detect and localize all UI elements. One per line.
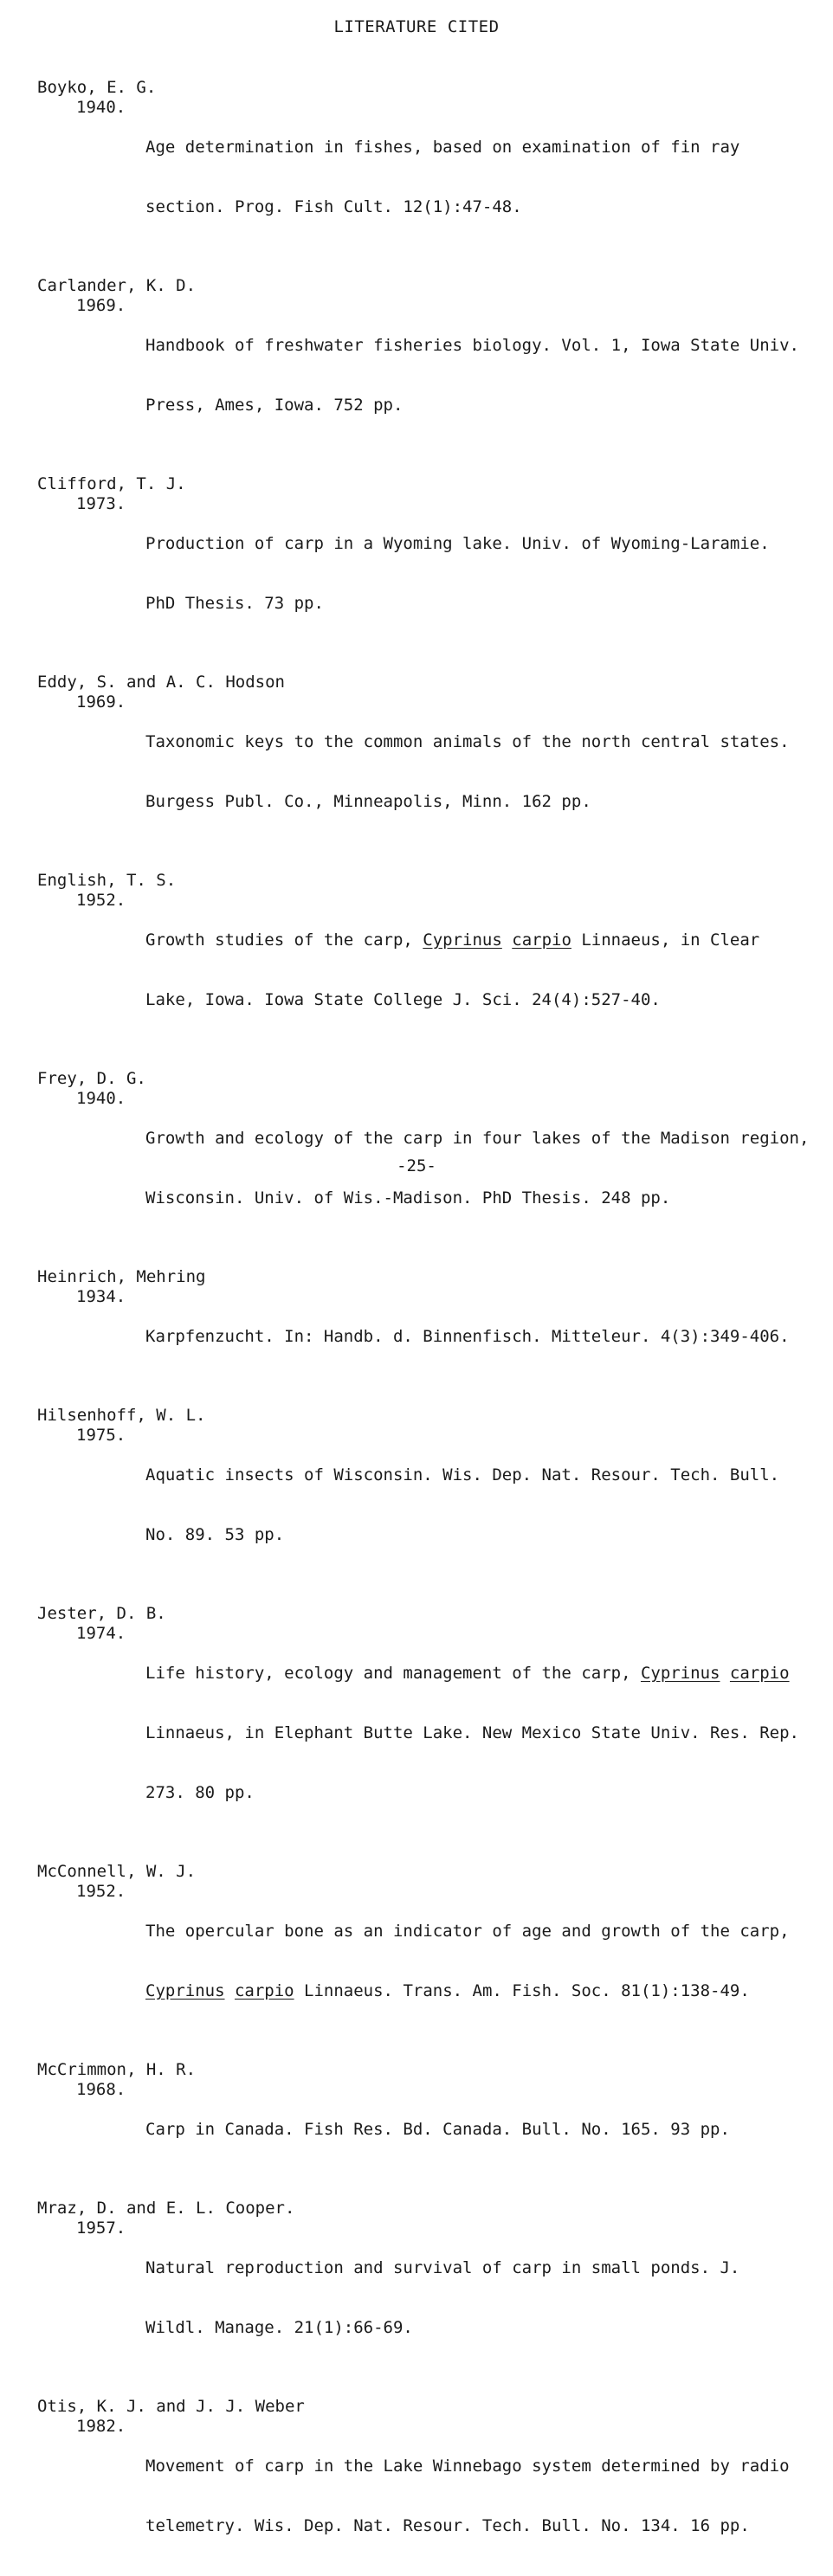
citation-line: Karpfenzucht. In: Handb. d. Binnenfisch. Mitteleur. 4(3):349-406. bbox=[145, 1327, 790, 1346]
citation-line: Linnaeus, in Elephant Butte Lake. New Mexico State Univ. Res. Rep. bbox=[145, 1723, 799, 1742]
citation-line: Wisconsin. Univ. of Wis.-Madison. PhD Thesis. 248 pp. bbox=[145, 1188, 671, 1208]
citation-line: The opercular bone as an indicator of age and growth of the carp, bbox=[145, 1922, 790, 1941]
citation-line: Press, Ames, Iowa. 752 pp. bbox=[145, 396, 404, 415]
reference-entry bbox=[37, 2396, 817, 2576]
page-number: -25- bbox=[397, 1156, 436, 1175]
reference-year: 1973. bbox=[76, 494, 126, 513]
reference-entry bbox=[37, 77, 817, 257]
reference-author: Heinrich, Mehring bbox=[37, 1267, 206, 1286]
reference-year: 1952. bbox=[76, 891, 126, 910]
species-name-genus: Cyprinus bbox=[423, 931, 502, 950]
citation-line: Handbook of freshwater fisheries biology. Vol. 1, Iowa State Univ. bbox=[145, 336, 799, 355]
reference-year: 1968. bbox=[76, 2080, 126, 2099]
citation-line: Natural reproduction and survival of carp in small ponds. J. bbox=[145, 2258, 740, 2277]
citation-line: Age determination in fishes, based on examination of fin ray bbox=[145, 138, 740, 157]
citation-line: Production of carp in a Wyoming lake. Univ. of Wyoming-Laramie. bbox=[145, 534, 770, 553]
reference-year: 1952. bbox=[76, 1882, 126, 1901]
reference-entry bbox=[37, 1603, 817, 1843]
reference-citation bbox=[145, 98, 817, 257]
reference-author: Frey, D. G. bbox=[37, 1069, 146, 1088]
reference-entry bbox=[37, 1266, 817, 1387]
reference-citation bbox=[145, 494, 817, 654]
reference-entry bbox=[37, 1405, 817, 1585]
reference-list bbox=[37, 77, 817, 2576]
citation-line: No. 89. 53 pp. bbox=[145, 1525, 285, 1544]
page-title: LITERATURE CITED bbox=[333, 17, 500, 36]
species-name-epithet: carpio bbox=[512, 931, 571, 950]
reference-entry bbox=[37, 473, 817, 654]
reference-year: 1940. bbox=[76, 98, 126, 117]
reference-entry bbox=[37, 870, 817, 1050]
citation-line: Movement of carp in the Lake Winnebago system determined by radio bbox=[145, 2457, 790, 2476]
reference-entry bbox=[37, 1861, 817, 2041]
reference-year: 1940. bbox=[76, 1089, 126, 1108]
reference-citation bbox=[145, 1287, 817, 1387]
reference-year: 1969. bbox=[76, 296, 126, 315]
citation-line: Life history, ecology and management of the carp, bbox=[145, 1664, 641, 1683]
citation-line: Lake, Iowa. Iowa State College J. Sci. 24(4):527-40. bbox=[145, 990, 661, 1009]
citation-line: Linnaeus. Trans. Am. Fish. Soc. 81(1):138-49. bbox=[294, 1981, 750, 2000]
reference-entry bbox=[37, 2059, 817, 2180]
species-name-epithet: carpio bbox=[729, 1664, 790, 1683]
reference-entry bbox=[37, 672, 817, 852]
reference-author: English, T. S. bbox=[37, 871, 177, 890]
citation-line: Growth studies of the carp, bbox=[145, 931, 423, 950]
reference-author: Jester, D. B. bbox=[37, 1604, 166, 1623]
reference-author: McCrimmon, H. R. bbox=[37, 2060, 197, 2079]
reference-author: Eddy, S. and A. C. Hodson bbox=[37, 673, 285, 692]
species-name-epithet: carpio bbox=[234, 1981, 294, 2000]
reference-citation bbox=[145, 296, 817, 455]
species-name-genus: Cyprinus bbox=[640, 1664, 720, 1683]
reference-citation bbox=[145, 2219, 817, 2378]
citation-line: Carp in Canada. Fish Res. Bd. Canada. Bull. No. 165. 93 pp. bbox=[145, 2120, 730, 2139]
citation-line: section. Prog. Fish Cult. 12(1):47-48. bbox=[145, 197, 522, 216]
citation-line: Wildl. Manage. 21(1):66-69. bbox=[145, 2318, 413, 2337]
reference-year: 1982. bbox=[76, 2417, 126, 2436]
species-name-genus: Cyprinus bbox=[145, 1981, 225, 2000]
citation-line: telemetry. Wis. Dep. Nat. Resour. Tech. Bull. No. 134. 16 pp. bbox=[145, 2516, 750, 2535]
citation-line: PhD Thesis. 73 pp. bbox=[145, 594, 324, 613]
reference-year: 1957. bbox=[76, 2219, 126, 2238]
citation-line: Burgess Publ. Co., Minneapolis, Minn. 162 pp. bbox=[145, 792, 591, 811]
citation-line: 273. 80 pp. bbox=[145, 1783, 255, 1802]
reference-citation bbox=[145, 1426, 817, 1585]
reference-author: Mraz, D. and E. L. Cooper. bbox=[37, 2199, 295, 2218]
citation-line: Taxonomic keys to the common animals of the north central states. bbox=[145, 732, 790, 751]
citation-line: Aquatic insects of Wisconsin. Wis. Dep. Nat. Resour. Tech. Bull. bbox=[145, 1465, 780, 1484]
reference-author: Hilsenhoff, W. L. bbox=[37, 1406, 206, 1425]
citation-line-tail: Linnaeus, in Clear bbox=[571, 931, 760, 950]
reference-author: Otis, K. J. and J. J. Weber bbox=[37, 2397, 305, 2416]
reference-author: Carlander, K. D. bbox=[37, 276, 197, 295]
reference-citation bbox=[145, 2417, 817, 2576]
reference-author: McConnell, W. J. bbox=[37, 1862, 197, 1881]
reference-citation bbox=[145, 1624, 817, 1843]
reference-author: Boyko, E. G. bbox=[37, 78, 157, 97]
reference-citation bbox=[145, 692, 817, 852]
reference-citation bbox=[145, 891, 817, 1050]
reference-entry bbox=[37, 275, 817, 455]
reference-year: 1975. bbox=[76, 1426, 126, 1445]
reference-year: 1969. bbox=[76, 692, 126, 712]
reference-citation bbox=[145, 2080, 817, 2180]
reference-year: 1974. bbox=[76, 1624, 126, 1643]
citation-line: Growth and ecology of the carp in four lakes of the Madison region, bbox=[145, 1129, 810, 1148]
reference-author: Clifford, T. J. bbox=[37, 474, 186, 493]
reference-year: 1934. bbox=[76, 1287, 126, 1306]
reference-citation bbox=[145, 1882, 817, 2041]
reference-entry bbox=[37, 2198, 817, 2378]
